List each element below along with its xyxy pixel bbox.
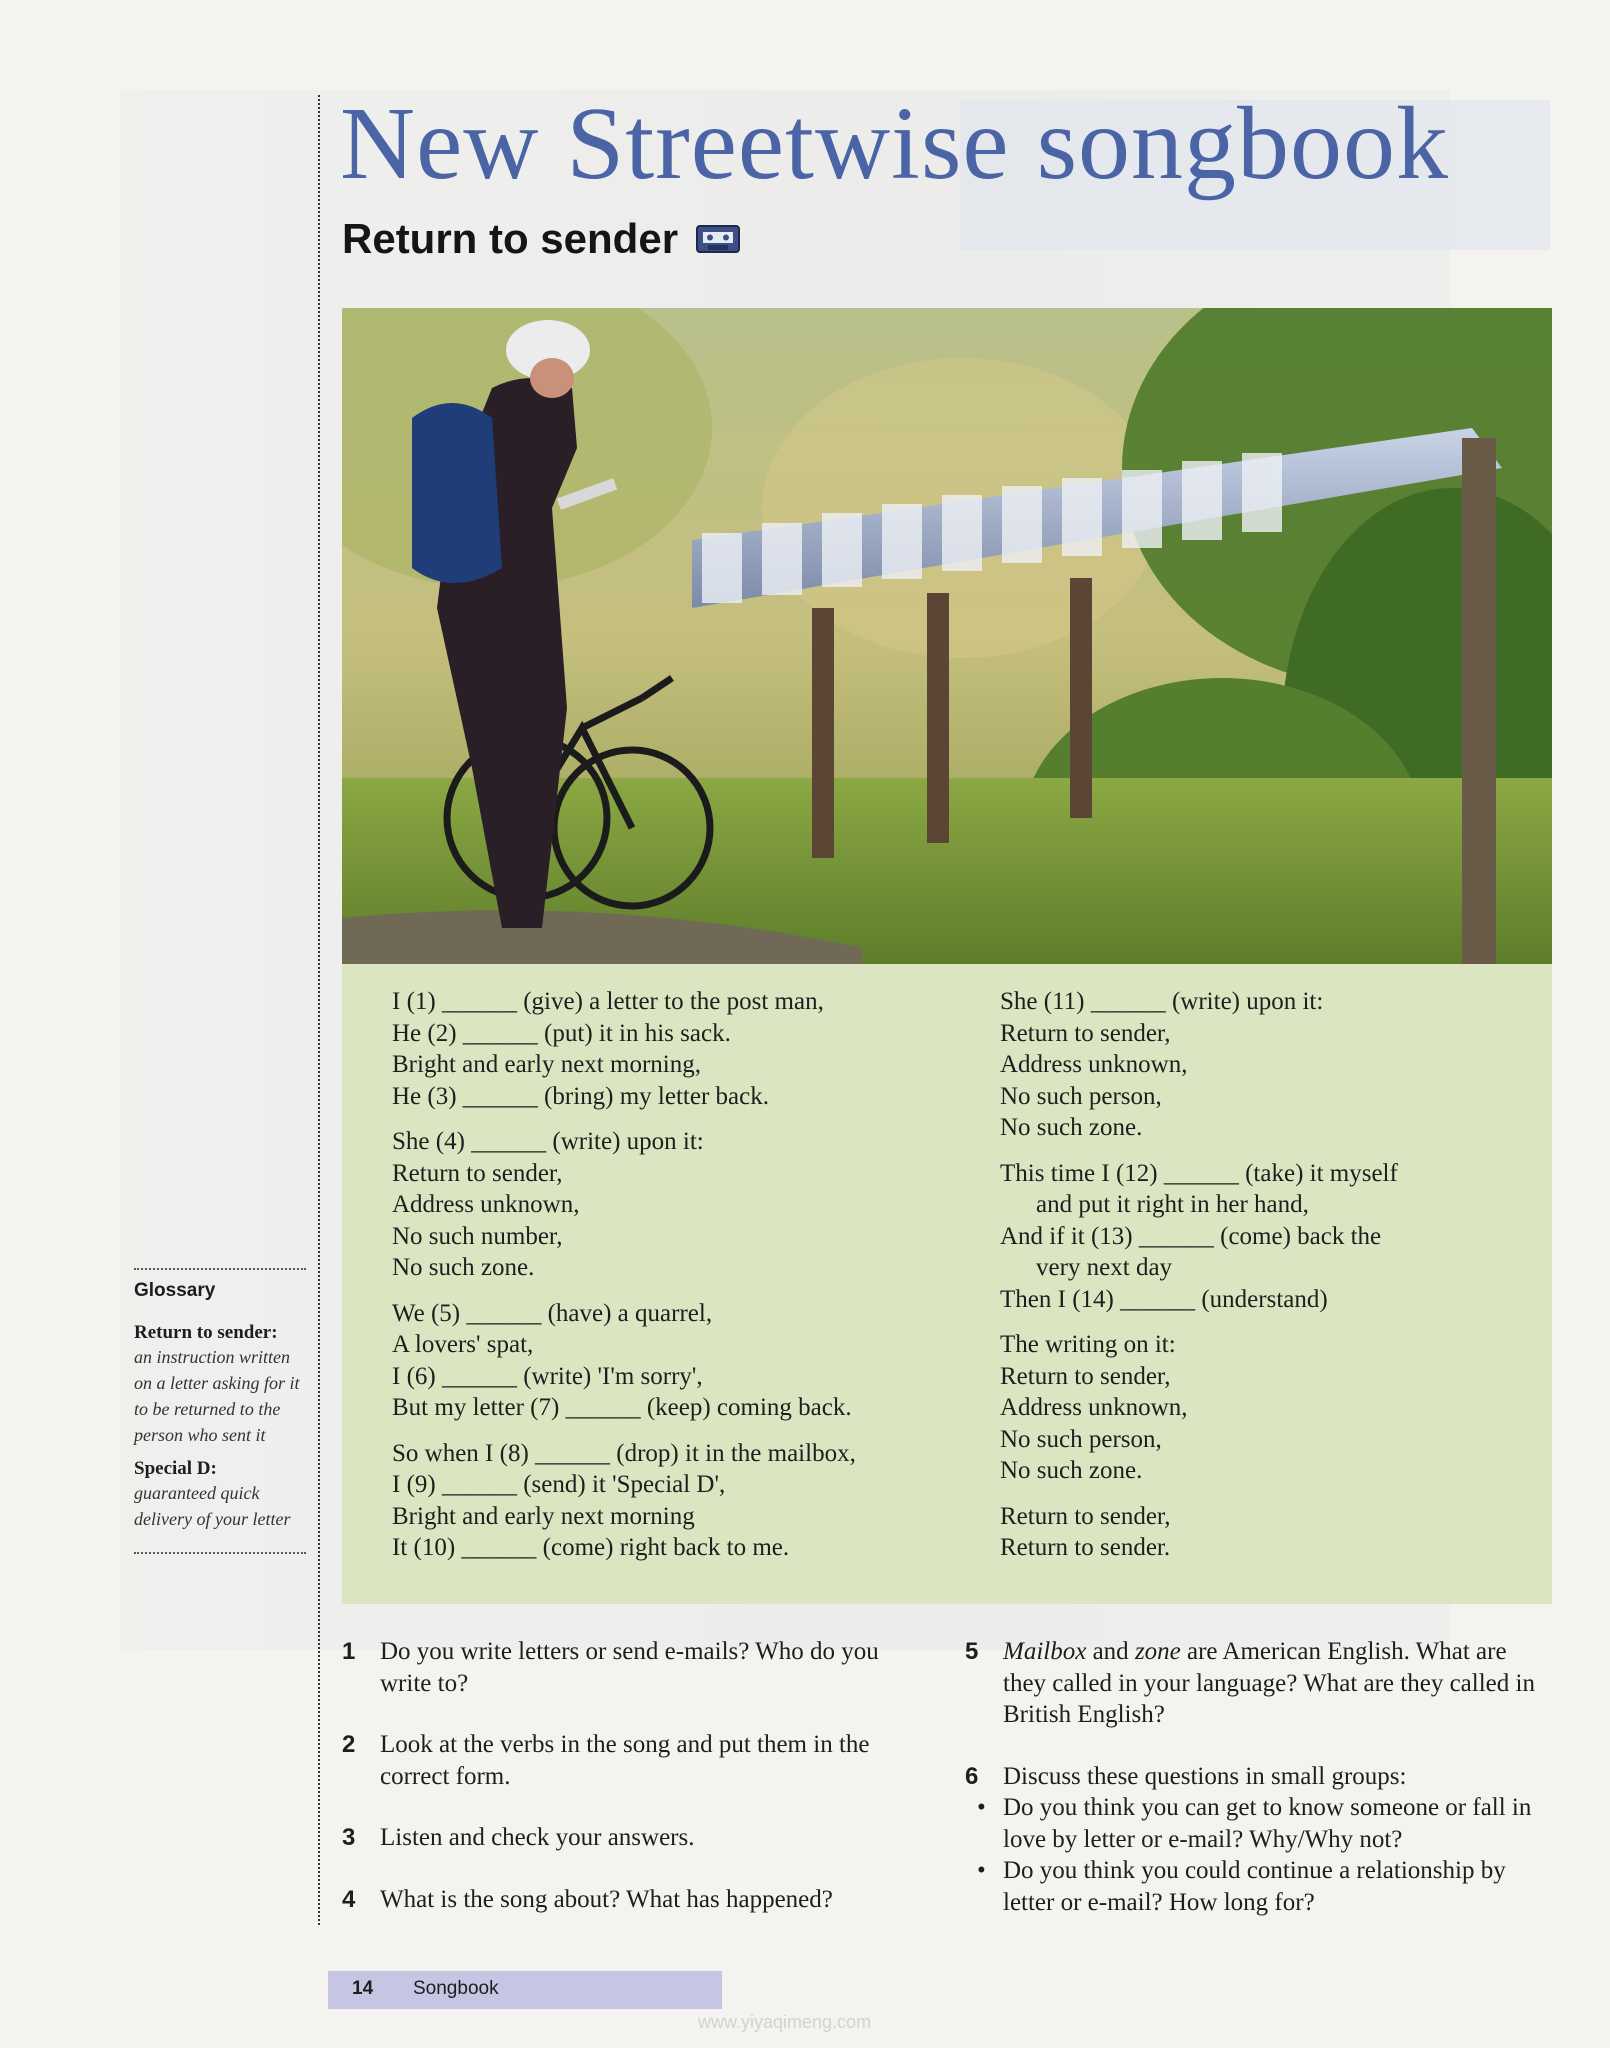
glossary-definition: an instruction written on a letter asking for it to be returned to the person who sent it bbox=[134, 1347, 300, 1445]
lyrics-panel bbox=[342, 964, 1552, 1604]
bullet-text: Do you think you can get to know someone or fall in love by letter or e-mail? Why/Why not? bbox=[1003, 1794, 1532, 1853]
question-text: Do you write letters or send e-mails? Who do you write to? bbox=[380, 1638, 879, 1697]
question-joiner: and bbox=[1086, 1638, 1135, 1665]
lyric-line: She (4) ______ (write) upon it: bbox=[392, 1128, 704, 1155]
stanza bbox=[1000, 986, 1530, 1144]
stanza bbox=[1000, 1158, 1530, 1316]
page-number: 14 bbox=[352, 1978, 374, 1999]
glossary-heading: Glossary bbox=[134, 1280, 216, 1301]
glossary-box bbox=[134, 1268, 306, 1554]
question-text-rest: are American English. What are they called in your language? What are they called in British English? bbox=[1003, 1638, 1535, 1728]
lyric-line: A lovers' spat, bbox=[392, 1331, 534, 1358]
question-6 bbox=[965, 1761, 1555, 1919]
question-number: 5 bbox=[965, 1638, 979, 1665]
question-number: 2 bbox=[342, 1731, 356, 1758]
song-title-text: Return to sender bbox=[342, 215, 679, 262]
question-number: 4 bbox=[342, 1885, 356, 1913]
cyclist-mailbox-photo bbox=[342, 308, 1552, 964]
lyrics-column-left bbox=[392, 986, 952, 1578]
question-number: 3 bbox=[342, 1824, 356, 1851]
lyric-line: I (6) ______ (write) 'I'm sorry', bbox=[392, 1362, 703, 1390]
question-keyword: Mailbox bbox=[1003, 1638, 1087, 1665]
lyrics-column-right bbox=[1000, 986, 1530, 1578]
footer-bar bbox=[328, 1971, 722, 2009]
question-4 bbox=[342, 1884, 922, 1916]
bullet-item bbox=[977, 1855, 1555, 1918]
lyric-line: He (2) ______ (put) it in his sack. bbox=[392, 1019, 731, 1047]
question-text: Discuss these questions in small groups: bbox=[1003, 1762, 1407, 1790]
lyric-line: Bright and early next morning bbox=[392, 1502, 695, 1530]
stanza bbox=[1000, 1329, 1530, 1487]
questions-column-right bbox=[965, 1636, 1555, 1948]
lyric-line: very next day bbox=[1036, 1254, 1173, 1281]
question-text: What is the song about? What has happened? bbox=[380, 1885, 833, 1913]
question-body bbox=[977, 1761, 1555, 1919]
lyric-line: But my letter (7) ______ (keep) coming back. bbox=[392, 1394, 852, 1421]
bullet-dot: • bbox=[977, 1794, 986, 1821]
question-text bbox=[1003, 1636, 1555, 1731]
lyric-line: I (9) ______ (send) it 'Special D', bbox=[392, 1471, 726, 1498]
lyric-line: He (3) ______ (bring) my letter back. bbox=[392, 1082, 769, 1110]
lyric-line: We (5) ______ (have) a quarrel, bbox=[392, 1299, 713, 1327]
stanza bbox=[392, 1298, 952, 1424]
lyric-line: Address unknown, bbox=[1000, 1394, 1188, 1421]
glossary-definition: guaranteed quick delivery of your letter bbox=[134, 1483, 291, 1529]
stanza bbox=[1000, 1501, 1530, 1564]
section-name: Songbook bbox=[413, 1978, 499, 1999]
lyric-line: Return to sender, bbox=[1000, 1362, 1171, 1390]
lyric-line: No such zone. bbox=[1000, 1457, 1143, 1484]
lyric-line: Address unknown, bbox=[1000, 1051, 1188, 1078]
question-keyword: zone bbox=[1134, 1638, 1181, 1665]
book-title: New Streetwise songbook bbox=[340, 86, 1450, 201]
question-text: Look at the verbs in the song and put them in the correct form. bbox=[380, 1731, 870, 1790]
lyric-line: The writing on it: bbox=[1000, 1331, 1176, 1358]
cassette-icon[interactable] bbox=[696, 218, 740, 260]
lyric-line: I (1) ______ (give) a letter to the post man, bbox=[392, 988, 824, 1015]
question-3 bbox=[342, 1822, 922, 1854]
glossary-term: Return to sender: bbox=[134, 1322, 278, 1343]
lyric-line: No such zone. bbox=[392, 1254, 535, 1281]
lyric-line: No such person, bbox=[1000, 1425, 1162, 1453]
question-2 bbox=[342, 1729, 922, 1792]
lyric-line: It (10) ______ (come) right back to me. bbox=[392, 1534, 790, 1561]
lyric-line: Address unknown, bbox=[392, 1191, 580, 1218]
lyric-line: No such number, bbox=[392, 1222, 563, 1250]
lyric-line: Then I (14) ______ (understand) bbox=[1000, 1285, 1328, 1313]
question-text: Listen and check your answers. bbox=[380, 1824, 695, 1851]
glossary-term: Special D: bbox=[134, 1458, 217, 1479]
lyric-line: Return to sender, bbox=[392, 1159, 563, 1187]
lyric-line: So when I (8) ______ (drop) it in the mailbox, bbox=[392, 1439, 856, 1467]
song-title bbox=[342, 215, 740, 262]
lyric-line: Bright and early next morning, bbox=[392, 1051, 701, 1078]
question-number: 6 bbox=[965, 1762, 979, 1790]
lyric-line: Return to sender. bbox=[1000, 1534, 1171, 1561]
bullet-dot: • bbox=[977, 1857, 986, 1884]
question-number: 1 bbox=[342, 1638, 356, 1665]
bullet-item bbox=[977, 1792, 1555, 1855]
watermark: www.yiyaqimeng.com bbox=[698, 2012, 872, 2032]
lyric-line: Return to sender, bbox=[1000, 1019, 1171, 1047]
question-1 bbox=[342, 1636, 922, 1699]
lyric-line: No such person, bbox=[1000, 1082, 1162, 1110]
stanza bbox=[392, 1438, 952, 1564]
question-bullets bbox=[977, 1792, 1555, 1918]
bullet-text: Do you think you could continue a relationship by letter or e-mail? How long for? bbox=[1003, 1857, 1506, 1916]
lyric-line: And if it (13) ______ (come) back the bbox=[1000, 1222, 1382, 1250]
stanza bbox=[392, 986, 952, 1112]
lyric-line: She (11) ______ (write) upon it: bbox=[1000, 988, 1324, 1015]
questions-column-left bbox=[342, 1636, 922, 1945]
lyric-line: Return to sender, bbox=[1000, 1502, 1171, 1530]
question-5 bbox=[965, 1636, 1555, 1731]
lyric-line: and put it right in her hand, bbox=[1036, 1191, 1309, 1218]
margin-divider bbox=[318, 95, 320, 1925]
lyric-line: No such zone. bbox=[1000, 1114, 1143, 1141]
stanza bbox=[392, 1126, 952, 1284]
lyric-line: This time I (12) ______ (take) it myself bbox=[1000, 1159, 1398, 1187]
